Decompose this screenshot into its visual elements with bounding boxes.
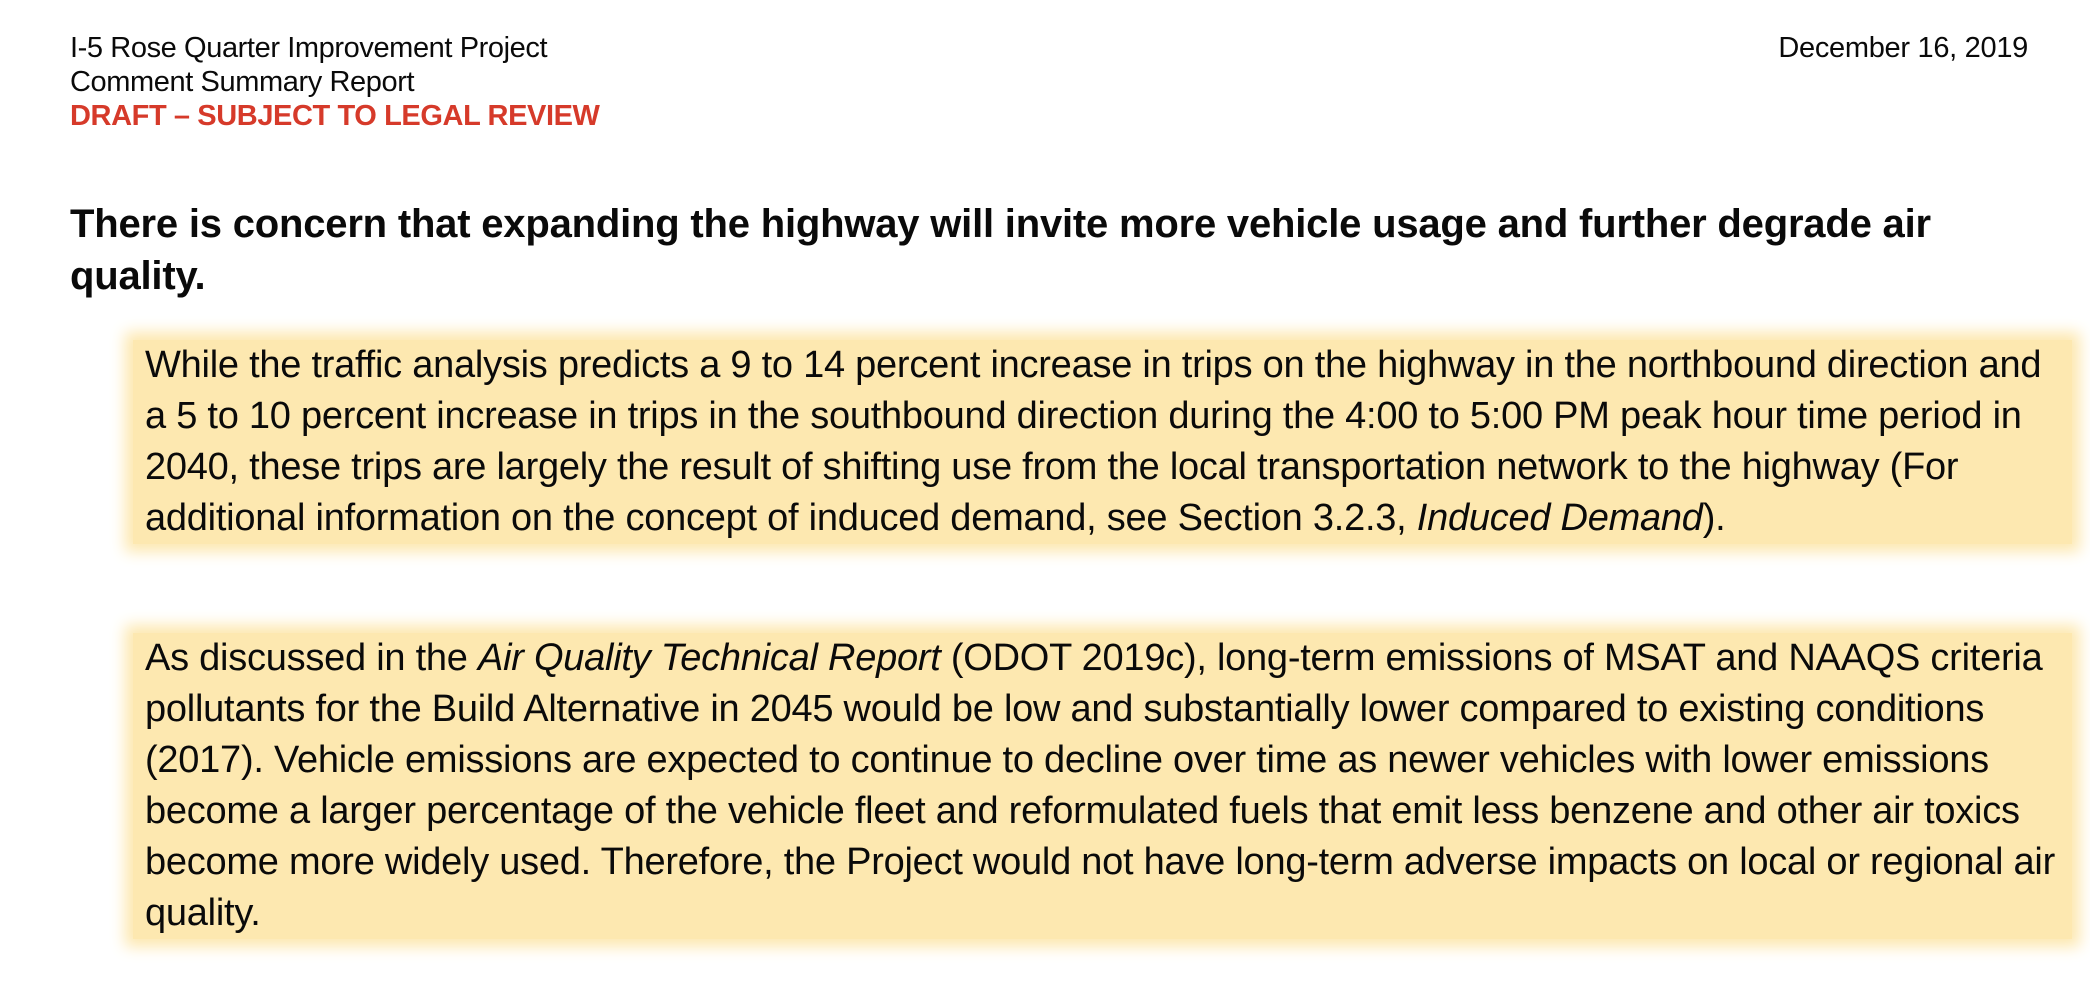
draft-notice: DRAFT – SUBJECT TO LEGAL REVIEW — [70, 100, 600, 132]
concern-heading: There is concern that expanding the highway will invite more vehicle usage and further degrade air quality. — [70, 202, 1931, 298]
response-2-text: (ODOT 2019c), long-term emissions of MSAT and NAAQS criteria pollutants for the Build Alternative in 2045 would be low and substantially lower compared to existing conditions (2017). Vehicle emissions are expected to continue to decline over time as newer vehicles with lower emissions become a larger percentage of the vehicle fleet and reformulated fuels that emit less benzene and other air toxics become more widely used. Therefore, the Project would not have long-term adverse impacts on local or regional air quality. — [145, 637, 2056, 934]
document-header — [70, 31, 600, 133]
project-title: I-5 Rose Quarter Improvement Project — [70, 32, 548, 64]
report-date: December 16, 2019 — [1778, 32, 2028, 64]
report-title: Comment Summary Report — [70, 66, 415, 98]
response-paragraph-2 — [133, 633, 2072, 939]
induced-demand-reference: Induced Demand — [1416, 497, 1703, 539]
response-1-text: While the traffic analysis predicts a 9 to 14 percent increase in trips on the highway in the northbound direction and a 5 to 10 percent increase in trips in the southbound direction during the 4:00 to 5:00 PM peak hour time period in 2040, these trips are largely the result of shifting use from the local transportation network to the highway (For additional information on the concept of induced demand, see Section 3.2.3, — [145, 344, 2042, 539]
response-1-closing: ). — [1702, 497, 1726, 539]
response-paragraph-1 — [133, 340, 2072, 544]
air-quality-report-reference: Air Quality Technical Report — [477, 637, 941, 679]
response-2-intro: As discussed in the — [145, 637, 478, 679]
